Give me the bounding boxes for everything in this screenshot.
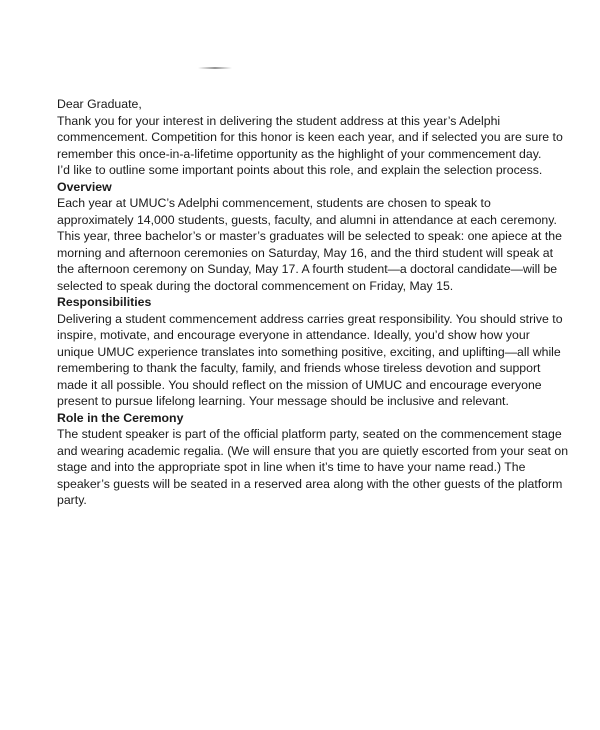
overview-line: the afternoon ceremony on Sunday, May 17. A fourth student—a doctoral candidate—will be: [57, 262, 558, 276]
responsibilities-line: remembering to thank the faculty, family, and friends whose tireless devotion and support: [57, 361, 541, 375]
overview-line: selected to speak during the doctoral commencement on Friday, May 15.: [57, 278, 454, 293]
intro-line: Thank you for your interest in delivering the student address at this year’s Adelphi: [57, 113, 501, 128]
responsibilities-line: present to pursue lifelong learning. Your message should be inclusive and relevant.: [57, 394, 509, 408]
role-line: The student speaker is part of the official platform party, seated on the commencement stage: [57, 427, 562, 441]
header-rule: [198, 67, 232, 69]
intro-line: commencement. Competition for this honor is keen each year, and if selected you are sure to: [57, 130, 563, 144]
role-line: and wearing academic regalia. (We will ensure that you are quietly escorted from your seat on: [57, 443, 569, 458]
role-line: speaker’s guests will be seated in a reserved area along with the other guests of the platform: [57, 476, 563, 491]
responsibilities-line: unique UMUC experience translates into something positive, exciting, and uplifting—all while: [57, 344, 561, 359]
greeting: Dear Graduate,: [57, 97, 142, 111]
responsibilities-paragraph: [57, 311, 577, 410]
outline-paragraph: [57, 162, 577, 179]
overview-paragraph: [57, 195, 577, 294]
intro-paragraph: [57, 113, 577, 163]
role-paragraph: [57, 426, 577, 509]
responsibilities-heading: Responsibilities: [57, 295, 152, 309]
letter-body: [57, 96, 577, 509]
responsibilities-line: inspire, motivate, and encourage everyone in attendance. Ideally, you’d show how your: [57, 328, 530, 342]
responsibilities-line: Delivering a student commencement address carries great responsibility. You should strive to: [57, 311, 563, 326]
role-line: stage and into the appropriate spot in line when it’s time to have your name read.) The: [57, 460, 526, 474]
role-heading: Role in the Ceremony: [57, 410, 184, 425]
role-line: party.: [57, 493, 87, 507]
overview-line: Each year at UMUC’s Adelphi commencement, students are chosen to speak to: [57, 196, 491, 210]
overview-line: This year, three bachelor’s or master’s graduates will be selected to speak: one apiece at the: [57, 229, 562, 243]
intro-line: remember this once-in-a-lifetime opportunity as the highlight of your commencement day.: [57, 146, 542, 161]
overview-line: approximately 14,000 students, guests, faculty, and alumni in attendance at each ceremony.: [57, 212, 557, 227]
responsibilities-line: made it all possible. You should reflect on the mission of UMUC and encourage everyone: [57, 377, 542, 392]
overview-heading: Overview: [57, 179, 112, 194]
overview-line: morning and afternoon ceremonies on Saturday, May 16, and the third student will speak at: [57, 245, 554, 260]
outline-line: I’d like to outline some important points about this role, and explain the selection process.: [57, 163, 543, 177]
